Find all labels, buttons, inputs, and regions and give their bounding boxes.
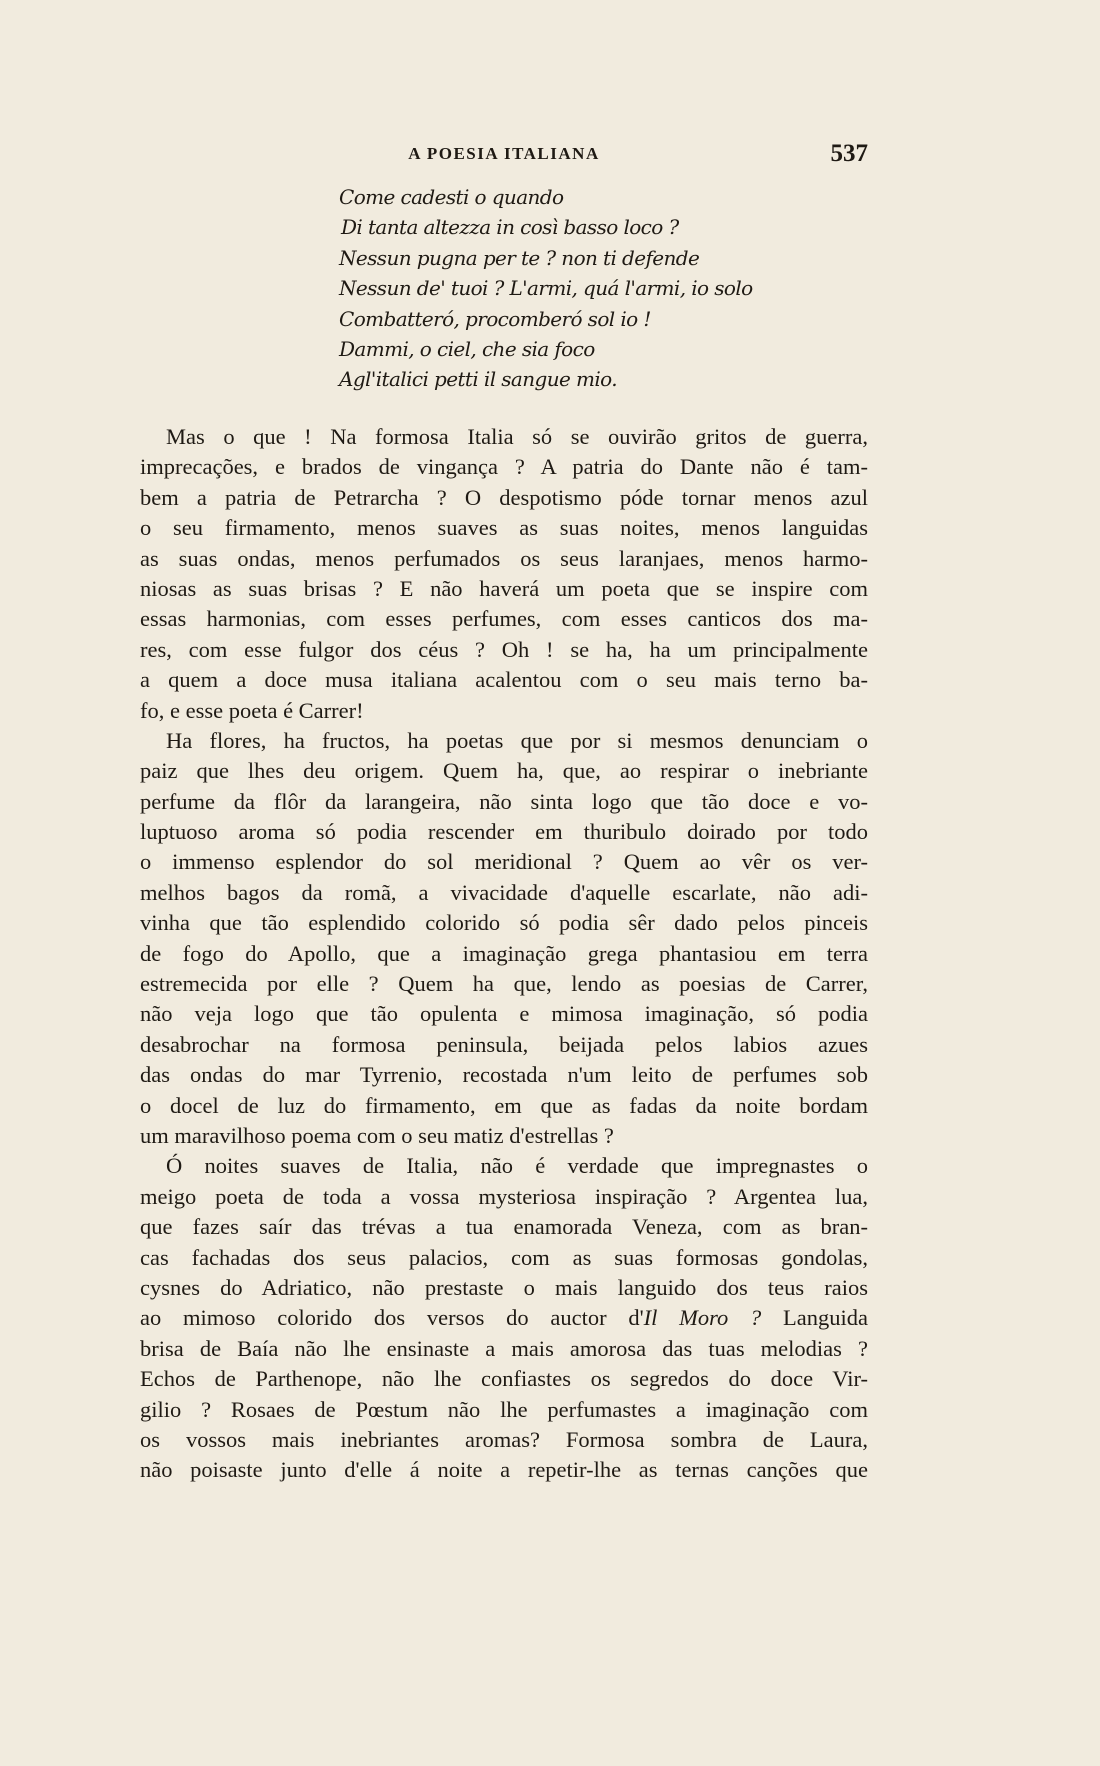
- text-line: essas harmonias, com esses perfumes, com esses canticos dos ma-: [140, 606, 868, 632]
- text-line: brisa de Baía não lhe ensinaste a mais amorosa das tuas melodias ?: [140, 1335, 868, 1361]
- work-title: Il Moro ?: [643, 1305, 762, 1331]
- text-line: imprecações, e brados de vingança ? A patria do Dante não é tam-: [140, 454, 868, 480]
- poem-line: Nessun de' tuoi ? L'armi, quá l'armi, io solo: [339, 276, 753, 301]
- text-line: cas fachadas dos seus palacios, com as suas formosas gondolas,: [140, 1244, 868, 1270]
- text-line: melhos bagos da romã, a vivacidade d'aquelle escarlate, não adi-: [140, 879, 868, 905]
- text-line: não poisaste junto d'elle á noite a repetir-lhe as ternas canções que: [140, 1457, 868, 1483]
- text-line: que fazes saír das trévas a tua enamorada Veneza, com as bran-: [140, 1214, 868, 1240]
- body-text: [140, 422, 868, 1486]
- poem-line: Combatteró, procomberó sol io !: [339, 306, 651, 331]
- poem-line: Dammi, o ciel, che sia foco: [339, 336, 595, 361]
- page-number: 537: [830, 140, 868, 167]
- text-line: das ondas do mar Tyrrenio, recostada n'um leito de perfumes sob: [140, 1062, 868, 1088]
- text-line: perfume da flôr da larangeira, não sinta logo que tão doce e vo-: [140, 788, 868, 814]
- text-line: niosas as suas brisas ? E não haverá um poeta que se inspire com: [140, 575, 868, 601]
- text-segment: ao mimoso colorido dos versos do auctor d': [140, 1305, 644, 1331]
- paragraph: [140, 422, 868, 726]
- text-line: Ha flores, ha fructos, ha poetas que por si mesmos denunciam o: [166, 727, 868, 753]
- text-line: [140, 1303, 868, 1333]
- poem-line: Nessun pugna per te ? non ti defende: [339, 245, 700, 270]
- text-line: paiz que lhes deu origem. Quem ha, que, ao respirar o inebriante: [140, 758, 868, 784]
- text-line: Echos de Parthenope, não lhe confiastes os segredos do doce Vir-: [140, 1366, 868, 1392]
- text-line: um maravilhoso poema com o seu matiz d'estrellas ?: [140, 1122, 614, 1148]
- text-line: meigo poeta de toda a vossa mysteriosa inspiração ? Argentea lua,: [140, 1183, 868, 1209]
- paragraph: [140, 726, 868, 1151]
- text-line: o immenso esplendor do sol meridional ? Quem ao vêr os ver-: [140, 849, 868, 875]
- text-segment: Languida: [761, 1305, 868, 1331]
- poem-quotation: [339, 182, 859, 395]
- text-line: bem a patria de Petrarcha ? O despotismo póde tornar menos azul: [140, 484, 868, 510]
- poem-line: Come cadesti o quando: [339, 185, 564, 209]
- text-line: não veja logo que tão opulenta e mimosa imaginação, só podia: [140, 1001, 868, 1027]
- text-line: luptuoso aroma só podia rescender em thuribulo doirado por todo: [140, 819, 868, 845]
- text-line: as suas ondas, menos perfumados os seus laranjaes, menos harmo-: [140, 545, 868, 571]
- text-line: Mas o que ! Na formosa Italia só se ouvirão gritos de guerra,: [166, 424, 868, 449]
- text-line: estremecida por elle ? Quem ha que, lendo as poesias de Carrer,: [140, 971, 868, 997]
- text-line: vinha que tão esplendido colorido só podia sêr dado pelos pinceis: [140, 910, 868, 936]
- text-line: o seu firmamento, menos suaves as suas noites, menos languidas: [140, 515, 868, 541]
- page-header: [140, 140, 868, 168]
- text-line: a quem a doce musa italiana acalentou com o seu mais terno ba-: [140, 667, 868, 693]
- text-line: Ó noites suaves de Italia, não é verdade que impregnastes o: [166, 1153, 868, 1179]
- text-line: o docel de luz do firmamento, em que as fadas da noite bordam: [140, 1092, 868, 1118]
- running-title: A POESIA ITALIANA: [408, 144, 600, 163]
- paragraph: [140, 1151, 868, 1485]
- text-line: cysnes do Adriatico, não prestaste o mais languido dos teus raios: [140, 1274, 868, 1300]
- poem-line: Di tanta altezza in così basso loco ?: [341, 215, 679, 240]
- text-line: desabrochar na formosa peninsula, beijada pelos labios azues: [140, 1031, 868, 1057]
- text-line: res, com esse fulgor dos céus ? Oh ! se ha, ha um principalmente: [140, 636, 868, 662]
- poem-line: Agl'italici petti il sangue mio.: [339, 367, 618, 392]
- text-line: os vossos mais inebriantes aromas? Formosa sombra de Laura,: [140, 1426, 868, 1452]
- text-line: gilio ? Rosaes de Pœstum não lhe perfumastes a imaginação com: [140, 1396, 868, 1422]
- text-line: fo, e esse poeta é Carrer!: [140, 697, 364, 723]
- text-line: de fogo do Apollo, que a imaginação grega phantasiou em terra: [140, 940, 868, 966]
